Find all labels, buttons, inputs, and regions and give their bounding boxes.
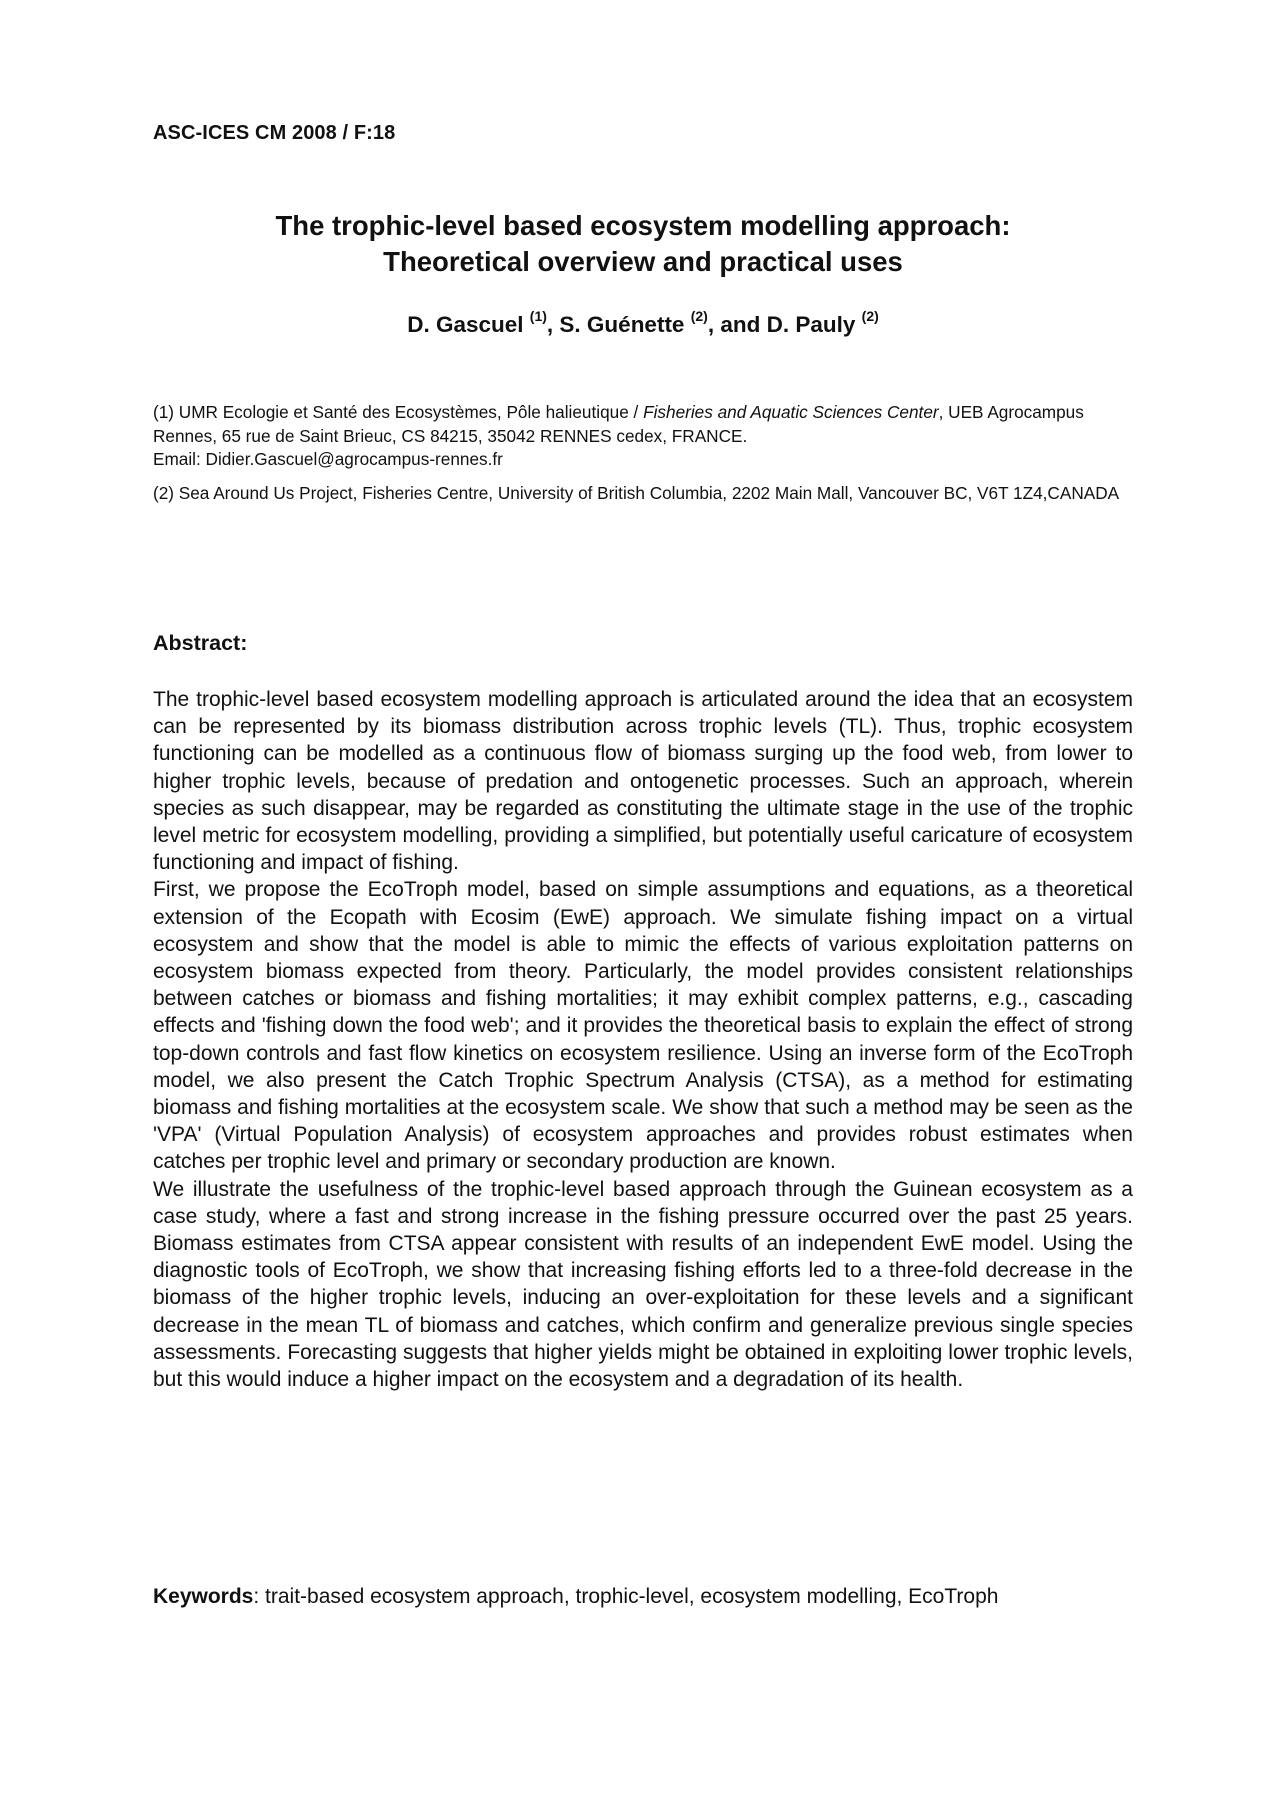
author-name: D. Pauly bbox=[766, 312, 856, 337]
author-name: D. Gascuel bbox=[407, 312, 524, 337]
abstract-body bbox=[153, 686, 1133, 1393]
author-separator: , and bbox=[707, 312, 767, 337]
affiliation-1-address: , UEB Agrocampus Rennes, 65 rue de Saint Brieuc, CS 84215, 35042 RENNES cedex, FRANCE. bbox=[153, 402, 1084, 446]
affiliation-1-email: Email: Didier.Gascuel@agrocampus-rennes.fr bbox=[153, 449, 503, 469]
author-separator: , bbox=[546, 312, 560, 337]
affiliation-1-prefix: (1) UMR Ecologie et Santé des Ecosystèmes, Pôle halieutique / bbox=[153, 402, 644, 422]
affiliation-1 bbox=[153, 401, 1133, 472]
abstract-paragraph: We illustrate the usefulness of the trophic-level based approach through the Guinean ecosystem as a case study, where a fast and strong increase in the fishing pressure occurred over the past 25 years. Biomass estimates from CTSA appear consistent with results of an independent EwE model. Using the diagnostic tools of EcoTroph, we show that increasing fishing efforts led to a three-fold decrease in the biomass of the higher trophic levels, inducing an over-exploitation for these levels and a significant decrease in the mean TL of biomass and catches, which confirm and generalize previous single species assessments. Forecasting suggests that higher yields might be obtained in exploiting lower trophic levels, but this would induce a higher impact on the ecosystem and a degradation of its health. bbox=[153, 1177, 1133, 1392]
abstract-heading: Abstract: bbox=[153, 631, 248, 655]
title-line-2: Theoretical overview and practical uses bbox=[383, 246, 903, 277]
affiliation-mark: (2) bbox=[861, 308, 879, 324]
affiliation-mark: (1) bbox=[529, 308, 547, 324]
keywords-label: Keywords bbox=[153, 1585, 254, 1608]
title-line-1: The trophic-level based ecosystem modelling approach: bbox=[275, 210, 1011, 241]
abstract-paragraph: The trophic-level based ecosystem modelling approach is articulated around the idea that an ecosystem can be represented by its biomass distribution across trophic levels (TL). Thus, trophic ecosystem functioning can be modelled as a continuous flow of biomass surging up the food web, from lower to higher trophic levels, because of predation and ontogenetic processes. Such an approach, wherein species as such disappear, may be regarded as constituting the ultimate stage in the use of the trophic level metric for ecosystem modelling, providing a simplified, but potentially useful caricature of ecosystem functioning and impact of fishing. bbox=[153, 688, 1133, 875]
abstract-paragraph: First, we propose the EcoTroph model, based on simple assumptions and equations, as a theoretical extension of the Ecopath with Ecosim (EwE) approach. We simulate fishing impact on a virtual ecosystem and show that the model is able to mimic the effects of various exploitation patterns on ecosystem biomass expected from theory. Particularly, the model provides consistent relationships between catches or biomass and fishing mortalities; it may exhibit complex patterns, e.g., cascading effects and 'fishing down the food web'; and it provides the theoretical basis to explain the effect of strong top-down controls and fast flow kinetics on ecosystem resilience. Using an inverse form of the EcoTroph model, we also present the Catch Trophic Spectrum Analysis (CTSA), as a method for estimating biomass and fishing mortalities at the ecosystem scale. We show that such a method may be seen as the 'VPA' (Virtual Population Analysis) of ecosystem approaches and provides robust estimates when catches per trophic level and primary or secondary production are known. bbox=[153, 878, 1133, 1174]
affiliation-2: (2) Sea Around Us Project, Fisheries Centre, University of British Columbia, 2202 Main Mall, Vancouver BC, V6T 1Z4,CANADA bbox=[153, 483, 1120, 503]
author-name: S. Guénette bbox=[559, 312, 685, 337]
document-reference: ASC-ICES CM 2008 / F:18 bbox=[153, 122, 396, 144]
paper-title bbox=[153, 208, 1133, 280]
affiliation-1-center: Fisheries and Aquatic Sciences Center bbox=[643, 402, 939, 422]
keywords-text: : trait-based ecosystem approach, trophic-level, ecosystem modelling, EcoTroph bbox=[253, 1585, 999, 1608]
keywords bbox=[153, 1585, 998, 1609]
author-list bbox=[153, 308, 1133, 338]
affiliation-mark: (2) bbox=[690, 308, 708, 324]
